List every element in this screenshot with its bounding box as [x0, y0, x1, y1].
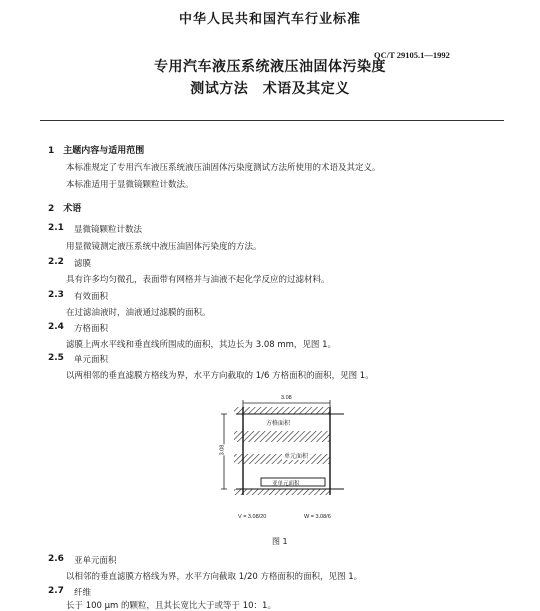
term-number: 2.1 — [48, 223, 64, 233]
section1-para2: 本标准适用于显微镜颗粒计数法。 — [66, 180, 194, 190]
term-number: 2.4 — [48, 322, 64, 332]
term-number: 2.7 — [48, 586, 64, 596]
term-number: 2.2 — [48, 257, 64, 267]
term-name: 滤膜 — [74, 259, 92, 269]
term-definition: 长于 100 μm 的颗粒，且其长宽比大于或等于 10：1。 — [66, 601, 276, 611]
term-name: 方格面积 — [74, 324, 109, 334]
section1-para1: 本标准规定了专用汽车液压系统液压油固体污染度测试方法所使用的术语及其定义。 — [66, 163, 381, 173]
section1-heading: 1 主题内容与适用范围 — [48, 146, 145, 156]
term-number: 2.6 — [48, 554, 64, 564]
term-definition: 以两相邻的垂直滤膜方格线为界，水平方向截取的 1/6 方格面积的面积，见图 1。 — [66, 371, 374, 381]
term-definition: 具有许多均匀微孔，表面带有网格并与油液不起化学反应的过滤材料。 — [66, 275, 330, 285]
term-name: 亚单元面积 — [74, 556, 117, 566]
term-name: 显微镜颗粒计数法 — [74, 225, 143, 235]
term-definition: 用显微镜测定液压系统中液压油固体污染度的方法。 — [66, 242, 262, 252]
figure-label-square-area: 方格面积 — [266, 420, 291, 427]
figure-caption: 图 1 — [272, 537, 288, 546]
figure-side-dimension: 3.08 — [219, 444, 226, 456]
standard-category-title: 中华人民共和国汽车行业标准 — [178, 12, 361, 27]
term-name: 单元面积 — [74, 355, 109, 365]
figure-formula-v: V = 3.08/20 — [238, 514, 267, 520]
term-definition: 滤膜上两水平线和垂直线所围成的面积，其边长为 3.08 mm，见图 1。 — [66, 340, 337, 350]
document-title-line1: 专用汽车液压系统液压油固体污染度 — [154, 59, 386, 75]
term-definition: 在过滤油液时，油液通过滤膜的面积。 — [66, 308, 211, 318]
standard-code: QC/T 29105.1—1992 — [374, 50, 450, 60]
term-name: 纤维 — [74, 588, 92, 598]
section2-heading: 2 术语 — [48, 204, 82, 214]
figure-top-dimension: 3.08 — [281, 395, 292, 401]
figure-formula-w: W = 3.08/6 — [304, 514, 331, 520]
figure-label-subunit-area: 亚单元面积 — [272, 481, 300, 487]
term-definition: 以相邻的垂直滤膜方格线为界，水平方向截取 1/20 方格面积的面积，见图 1。 — [66, 572, 363, 582]
document-title-line2: 测试方法 术语及其定义 — [190, 81, 350, 97]
term-name: 有效面积 — [74, 292, 109, 302]
figure-label-unit-area: 单元面积 — [284, 453, 309, 460]
term-number: 2.3 — [48, 290, 64, 300]
term-number: 2.5 — [48, 353, 64, 363]
